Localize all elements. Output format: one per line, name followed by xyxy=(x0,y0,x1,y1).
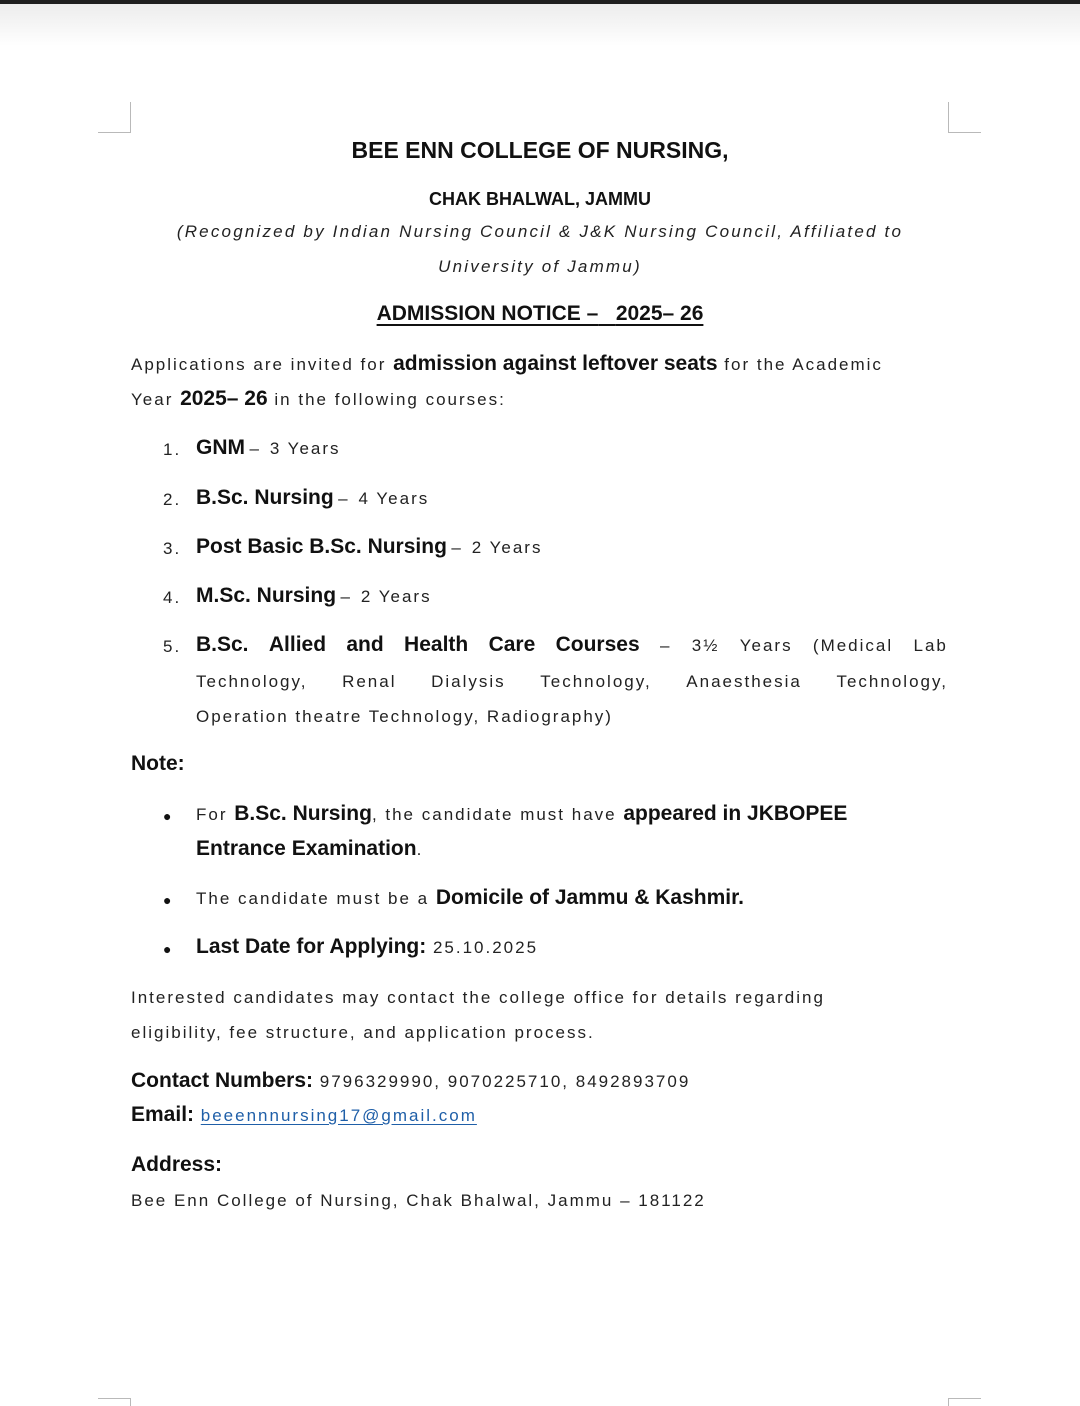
course-number: 1. xyxy=(163,440,182,459)
note-highlight: Domicile of Jammu & Kashmir. xyxy=(435,886,744,909)
course5-line-3: Operation theatre Technology, Radiography) xyxy=(196,707,613,726)
notice-year: 2025– 26 xyxy=(615,302,704,325)
bullet-dot: ● xyxy=(163,808,172,824)
note-highlight: B.Sc. Nursing xyxy=(234,802,372,825)
course-duration: 2 Years xyxy=(471,538,543,557)
course5-word: Technology, xyxy=(540,672,652,691)
course5-word: Renal xyxy=(342,672,397,691)
note-text: The candidate must be a xyxy=(196,889,436,908)
page-corner-mark-top-right xyxy=(948,102,981,133)
course5-line-2 xyxy=(196,672,948,692)
page-corner-mark-top-left xyxy=(98,102,131,133)
contact-paragraph-line-1: Interested candidates may contact the college office for details regarding xyxy=(131,988,825,1007)
course5-word: and xyxy=(346,633,384,656)
contact-numbers-value: 9796329990, 9070225710, 8492893709 xyxy=(313,1072,691,1091)
last-date-label: Last Date for Applying: xyxy=(196,935,427,958)
course-item-allied-health xyxy=(196,633,948,657)
address-label: Address: xyxy=(131,1153,223,1176)
note-highlight: appeared in JKBOPEE xyxy=(623,802,848,825)
course5-word: Lab xyxy=(913,636,948,655)
course-separator: – xyxy=(451,538,463,557)
course-number: 5. xyxy=(163,637,182,656)
note-text: , the candidate must have xyxy=(371,805,624,824)
course5-word: Years xyxy=(739,636,793,655)
intro-highlight: admission against leftover seats xyxy=(393,352,718,375)
intro-text: in the following courses: xyxy=(267,390,506,409)
note-bullet-1-line-1 xyxy=(196,802,847,826)
email-link[interactable]: beeennnursing17@gmail.com xyxy=(200,1106,477,1125)
email-line xyxy=(131,1103,477,1127)
course-name: GNM xyxy=(196,436,245,459)
college-location: CHAK BHALWAL, JAMMU xyxy=(429,189,651,209)
note-highlight: Entrance Examination xyxy=(196,837,417,860)
intro-text: for the Academic xyxy=(717,355,883,374)
course-item-gnm xyxy=(196,436,341,460)
contact-paragraph-line-2: eligibility, fee structure, and application process. xyxy=(131,1023,595,1042)
intro-line-1 xyxy=(131,352,883,376)
recognition-line-2: University of Jammu) xyxy=(438,257,642,276)
intro-line-2 xyxy=(131,387,506,411)
course5-word: Health xyxy=(404,633,469,656)
course5-word: B.Sc. xyxy=(196,633,249,656)
course-separator: – xyxy=(249,439,261,458)
course5-word: Courses xyxy=(555,633,640,656)
note-bullet-1-line-2 xyxy=(196,837,423,861)
recognition-line-1: (Recognized by Indian Nursing Council & J&K Nursing Council, Affiliated to xyxy=(176,222,904,241)
course-duration: 4 Years xyxy=(358,489,430,508)
course-duration: 2 Years xyxy=(360,587,432,606)
notice-title-text: ADMISSION NOTICE – xyxy=(376,302,599,325)
course-number: 2. xyxy=(163,490,182,509)
bullet-dot: ● xyxy=(163,892,172,908)
intro-year: 2025– 26 xyxy=(180,387,268,410)
course5-word: Allied xyxy=(268,633,327,656)
course5-word: 3½ xyxy=(691,636,720,655)
intro-text: Applications are invited for xyxy=(131,355,394,374)
course5-word: Care xyxy=(488,633,536,656)
bullet-dot: ● xyxy=(163,941,172,957)
course-item-post-basic-bsc xyxy=(196,535,542,559)
course-number: 3. xyxy=(163,539,182,558)
note-bullet-3 xyxy=(196,935,538,959)
address-value: Bee Enn College of Nursing, Chak Bhalwal, Jammu – 181122 xyxy=(131,1191,706,1210)
course-name: Post Basic B.Sc. Nursing xyxy=(196,535,447,558)
contact-numbers-line xyxy=(131,1069,690,1093)
college-name: BEE ENN COLLEGE OF NURSING, xyxy=(351,137,729,163)
last-date-value: 25.10.2025 xyxy=(426,938,539,957)
course-item-msc-nursing xyxy=(196,584,432,608)
course-number: 4. xyxy=(163,588,182,607)
course-name: M.Sc. Nursing xyxy=(196,584,337,607)
course-separator: – xyxy=(659,636,672,655)
course-duration: 3 Years xyxy=(269,439,341,458)
note-text: . xyxy=(416,840,424,859)
contact-numbers-label: Contact Numbers: xyxy=(131,1069,314,1092)
page-top-shadow xyxy=(0,4,1080,46)
intro-text: Year xyxy=(131,390,181,409)
course5-word: (Medical xyxy=(812,636,894,655)
email-label: Email: xyxy=(131,1103,195,1126)
course5-word: Technology, xyxy=(836,672,948,691)
course5-word: Technology, xyxy=(196,672,308,691)
note-label: Note: xyxy=(131,752,185,775)
note-text: For xyxy=(196,805,235,824)
course-separator: – xyxy=(340,587,352,606)
course5-word: Anaesthesia xyxy=(686,672,802,691)
course-item-bsc-nursing xyxy=(196,486,429,510)
note-bullet-2 xyxy=(196,886,744,910)
admission-notice-title xyxy=(0,302,1080,326)
course-separator: – xyxy=(338,489,350,508)
course-name: B.Sc. Nursing xyxy=(196,486,334,509)
course5-word: Dialysis xyxy=(431,672,506,691)
